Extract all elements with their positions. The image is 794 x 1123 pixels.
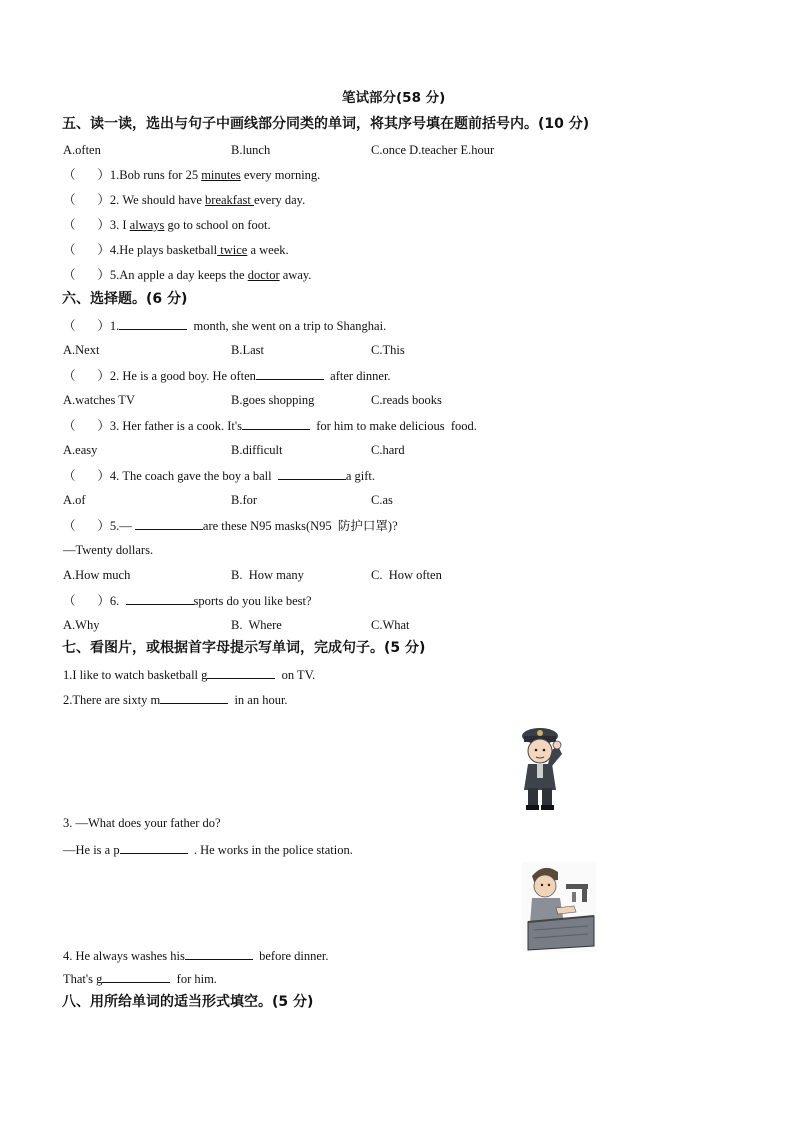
answer-blank[interactable] (126, 592, 194, 605)
q1-option-a: A.Next (63, 343, 100, 357)
q5-answer: —Twenty dollars. (63, 543, 154, 557)
q4-option-a: A.of (63, 493, 86, 507)
section-5-item-5: （ ）5.An apple a day keeps the doctor away. (63, 268, 312, 282)
section-5-item-2: （ ）2. We should have breakfast every day. (63, 193, 306, 207)
answer-blank[interactable] (160, 691, 228, 704)
police-officer-saluting-icon (512, 724, 574, 814)
sentence-3-answer: —He is a p . He works in the police station. (63, 843, 353, 857)
answer-blank[interactable] (185, 947, 253, 960)
page-title: 笔试部分(58 分) (342, 90, 446, 106)
q5-option-a: A.How much (63, 568, 131, 582)
q1-option-c: C.This (371, 343, 405, 357)
section-5-option-b: B.lunch (231, 143, 271, 157)
question-1: （ ）1. month, she went on a trip to Shanghai. (63, 319, 387, 333)
answer-blank[interactable] (242, 417, 310, 430)
q3-option-c: C.hard (371, 443, 405, 457)
question-5: （ ）5.— are these N95 masks(N95 防护口罩)? (63, 519, 398, 533)
q6-option-c: C.What (371, 618, 410, 632)
q1-option-b: B.Last (231, 343, 264, 357)
answer-blank[interactable] (120, 841, 188, 854)
q4-option-c: C.as (371, 493, 393, 507)
answer-blank[interactable] (135, 517, 203, 530)
sentence-1: 1.I like to watch basketball g on TV. (63, 668, 316, 682)
sentence-2: 2.There are sixty m in an hour. (63, 693, 288, 707)
answer-blank[interactable] (102, 970, 170, 983)
question-2: （ ）2. He is a good boy. He often after dinner. (63, 369, 391, 383)
q6-option-b: B. Where (231, 618, 282, 632)
section-5-option-c: C.once D.teacher E.hour (371, 143, 495, 157)
section-5-item-3: （ ）3. I always go to school on foot. (63, 218, 271, 232)
q5-option-b: B. How many (231, 568, 304, 582)
section-7-heading: 七、看图片，或根据首字母提示写单词，完成句子。(5 分) (62, 640, 426, 656)
sentence-3-question: 3. —What does your father do? (63, 816, 221, 830)
section-5-item-1: （ ）1.Bob runs for 25 minutes every morning. (63, 168, 321, 182)
q2-option-b: B.goes shopping (231, 393, 315, 407)
answer-blank[interactable] (256, 367, 324, 380)
section-6-heading: 六、选择题。(6 分) (62, 291, 188, 307)
q6-option-a: A.Why (63, 618, 100, 632)
q5-option-c: C. How often (371, 568, 442, 582)
boy-washing-hands-icon (522, 862, 596, 952)
q3-option-b: B.difficult (231, 443, 283, 457)
q3-option-a: A.easy (63, 443, 98, 457)
q2-option-a: A.watches TV (63, 393, 135, 407)
section-8-heading: 八、用所给单词的适当形式填空。(5 分) (62, 994, 314, 1010)
section-5-item-4: （ ）4.He plays basketball twice a week. (63, 243, 289, 257)
question-3: （ ）3. Her father is a cook. It's for him to make delicious food. (63, 419, 477, 433)
sentence-4b: That's g for him. (63, 972, 217, 986)
answer-blank[interactable] (278, 467, 346, 480)
question-4: （ ）4. The coach gave the boy a ball a gift. (63, 469, 376, 483)
sentence-4a: 4. He always washes his before dinner. (63, 949, 329, 963)
answer-blank[interactable] (207, 666, 275, 679)
q2-option-c: C.reads books (371, 393, 442, 407)
section-5-option-a: A.often (63, 143, 101, 157)
section-5-heading: 五、读一读，选出与句子中画线部分同类的单词，将其序号填在题前括号内。(10 分) (62, 116, 590, 132)
answer-blank[interactable] (119, 317, 187, 330)
q4-option-b: B.for (231, 493, 258, 507)
question-6: （ ）6. sports do you like best? (63, 594, 312, 608)
